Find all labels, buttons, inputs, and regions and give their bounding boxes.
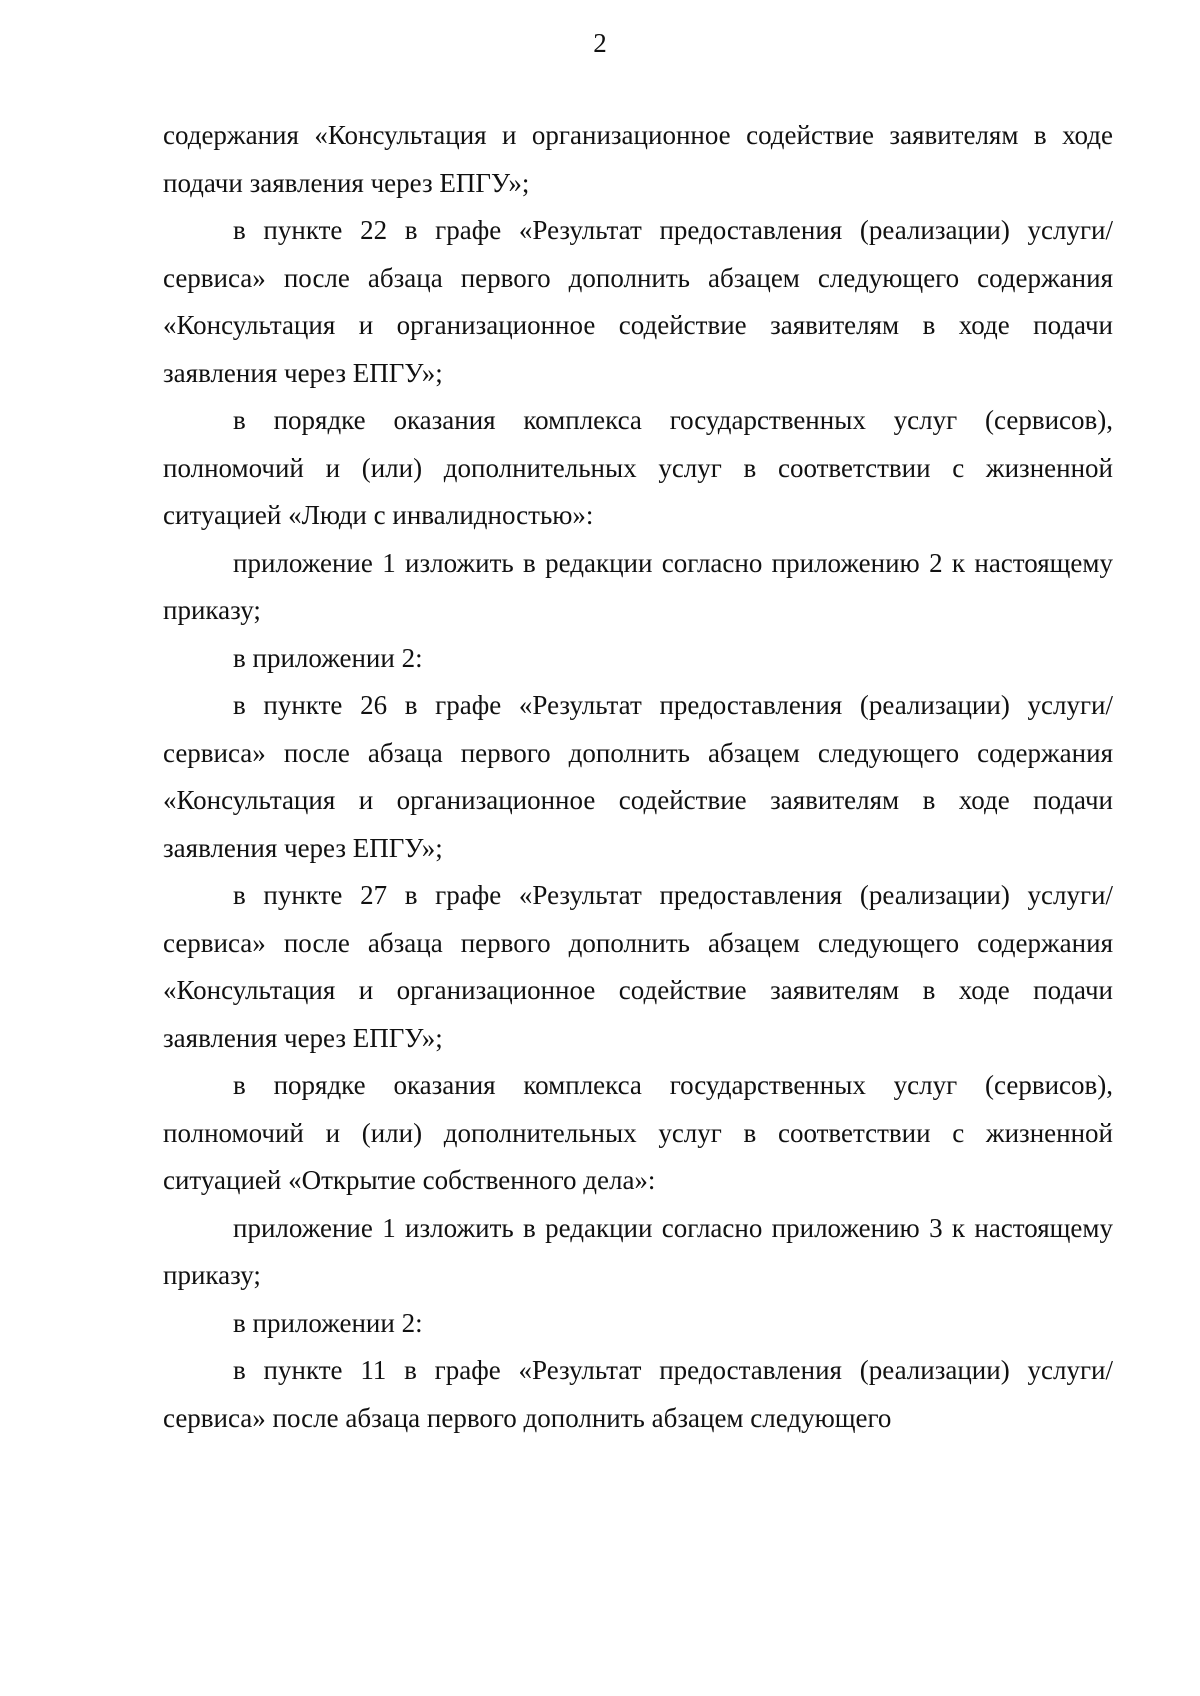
paragraph-appendix-1-disability: приложение 1 изложить в редакции согласно приложению 2 к настоящему приказу; <box>163 547 1113 625</box>
paragraph-item-27: в пункте 27 в графе «Результат предоставления (реализации) услуги/сервиса» после абзаца первого дополнить абзацем следующего содержания «Консультация и организационное содействие заявителям в ходе подачи заявления через ЕПГУ»; <box>163 880 1113 1053</box>
paragraph-section-disability: в порядке оказания комплекса государственных услуг (сервисов), полномочий и (или) дополнительных услуг в соответствии с жизненной ситуацией «Люди с инвалидностью»: <box>163 405 1113 530</box>
paragraph-appendix-1-business: приложение 1 изложить в редакции согласно приложению 3 к настоящему приказу; <box>163 1212 1113 1290</box>
paragraph-item-11: в пункте 11 в графе «Результат предоставления (реализации) услуги/сервиса» после абзаца первого дополнить абзацем следующего <box>163 1355 1113 1433</box>
paragraph-appendix-2-business: в приложении 2: <box>233 1307 423 1338</box>
document-body <box>163 112 1113 1442</box>
paragraph-item-22: в пункте 22 в графе «Результат предоставления (реализации) услуги/сервиса» после абзаца первого дополнить абзацем следующего содержания «Консультация и организационное содействие заявителям в ходе подачи заявления через ЕПГУ»; <box>163 215 1113 388</box>
paragraph-item-26: в пункте 26 в графе «Результат предоставления (реализации) услуги/сервиса» после абзаца первого дополнить абзацем следующего содержания «Консультация и организационное содействие заявителям в ходе подачи заявления через ЕПГУ»; <box>163 690 1113 863</box>
paragraph-section-business: в порядке оказания комплекса государственных услуг (сервисов), полномочий и (или) дополнительных услуг в соответствии с жизненной ситуацией «Открытие собственного дела»: <box>163 1070 1113 1195</box>
paragraph-continuation: содержания «Консультация и организационное содействие заявителям в ходе подачи заявления через ЕПГУ»; <box>163 120 1113 198</box>
page-number: 2 <box>593 28 607 58</box>
paragraph-appendix-2-disability: в приложении 2: <box>233 642 423 673</box>
